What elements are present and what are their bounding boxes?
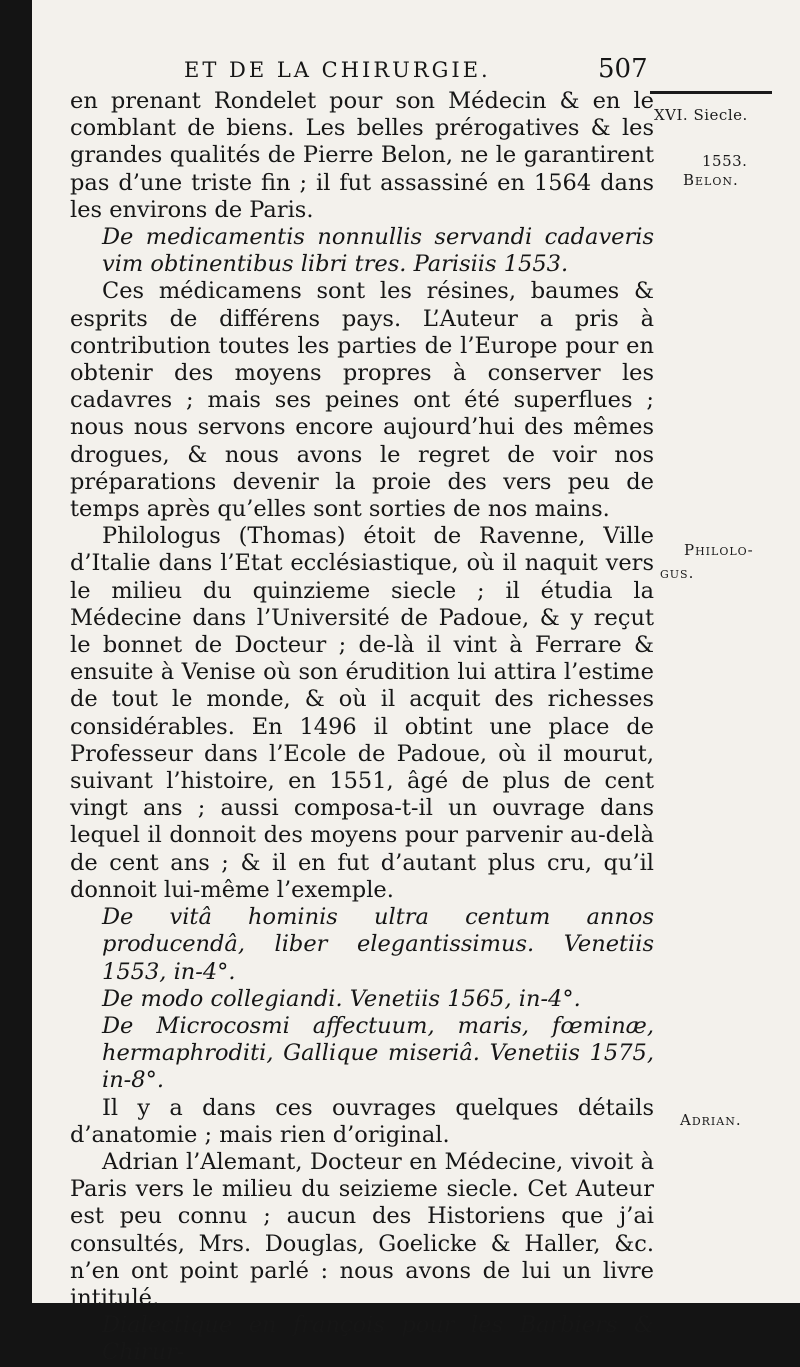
paragraph-adrian: Adrian l’Alemant, Docteur en Médecine, vivoit à Paris vers le milieu du seizieme siecle. Cet Auteur est peu connu ; aucun des Historiens que j’ai consultés, Mrs. Douglas, Goelicke & Haller, &c. n’en ont point parlé : nous avons de lui un livre intitulé,: [70, 1148, 654, 1311]
margin-note-belon: Belon.: [683, 171, 739, 189]
paragraph-belon-end: en prenant Rondelet pour son Médecin & en le comblant de biens. Les belles prérogatives & les grandes qualités de Pierre Belon, ne le garantirent pas d’une triste fin ; il fut assassiné en 1564 dans les environs de Paris.: [70, 88, 654, 223]
paragraph-anatomy-details: Il y a dans ces ouvrages quelques détails d’anatomie ; mais rien d’original.: [70, 1094, 654, 1148]
margin-note-philologus-continued: gus.: [660, 564, 695, 582]
citation-belon: De medicamentis nonnullis servandi cadaveris vim obtinentibus libri tres. Parisiis 1553.: [102, 224, 654, 278]
citation-philologus-3: De Microcosmi affectuum, maris, fœminæ, hermaphroditi, Gallique miseriâ. Venetiis 1575, in-8°.: [102, 1012, 654, 1094]
paragraph-medicaments: Ces médicamens sont les résines, baumes & esprits de différens pays. L’Auteur a pris à contribution toutes les parties de l’Europe pour en obtenir des moyens propres à conserver les cadavres ; mais ses peines ont été superflues ; nous nous servons encore aujourd’hui des mêmes drogues, & nous avons le regret de voir nos préparations devenir la proie des vers peu de temps après qu’elles sont sorties de nos mains.: [70, 278, 654, 523]
margin-note-century: XVI. Siecle.: [654, 106, 748, 124]
paragraph-philologus: Philologus (Thomas) étoit de Ravenne, Ville d’Italie dans l’Etat ecclésiastique, où il naquit vers le milieu du quinzieme siecle ; il étudia la Médecine dans l’Université de Padoue, & y reçut le bonnet de Docteur ; de-là il vint à Ferrare & ensuite à Venise où son érudition lui attira l’estime de tout le monde, & où il acquit des richesses considérables. En 1496 il obtint une place de Professeur dans l’Ecole de Padoue, où il mourut, suivant l’histoire, en 1551, âgé de plus de cent vingt ans ; aussi composa-t-il un ouvrage dans lequel il donnoit des moyens pour parvenir au-delà de cent ans ; & il en fut d’autant plus cru, qu’il donnoit lui-même l’exemple.: [70, 523, 654, 903]
book-page: [32, 0, 800, 1366]
page-header: [32, 54, 800, 92]
margin-rule: [650, 91, 772, 94]
citation-adrian: Dialectique en françois pour les Barbiers & Chirur-: [102, 1312, 654, 1366]
running-title: ET DE LA CHIRURGIE.: [184, 58, 491, 82]
citation-philologus-2: De modo collegiandi. Venetiis 1565, in-4°.: [102, 985, 581, 1012]
margin-note-year: 1553.: [702, 152, 748, 170]
margin-note-philologus: Philolo-: [684, 541, 754, 559]
citation-philologus-1: De vitâ hominis ultra centum annos producendâ, liber elegantissimus. Venetiis 1553, in-4°.: [102, 904, 654, 985]
body-text: [70, 88, 654, 1367]
page-number: 507: [598, 54, 648, 84]
margin-note-adrian: Adrian.: [680, 1111, 742, 1129]
